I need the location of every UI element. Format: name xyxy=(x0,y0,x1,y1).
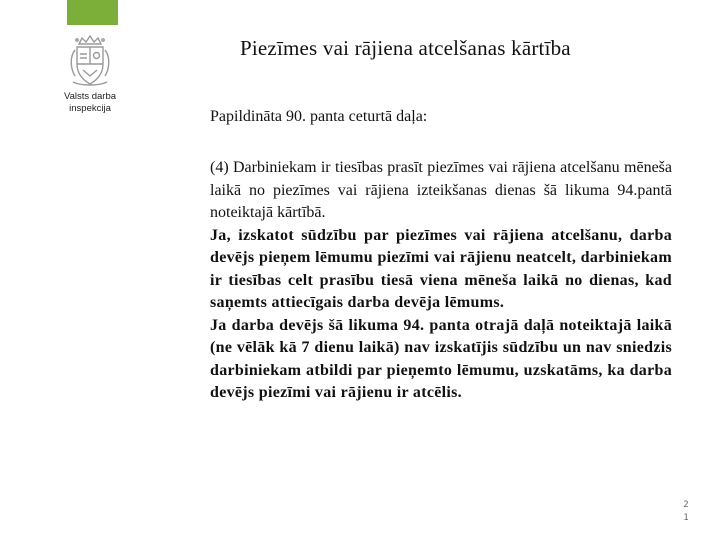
brand-color-bar xyxy=(67,0,118,25)
organization-logo xyxy=(52,34,128,124)
organization-name xyxy=(52,91,128,115)
page-number-digit-1: 2 xyxy=(683,500,689,510)
page-number xyxy=(681,499,691,525)
paragraph-no-response: Ja darba devējs šā likuma 94. panta otrajā daļā noteiktajā laikā (ne vēlāk kā 7 dienu laikā) nav izskatījis sūdzību un nav sniedzis darbiniekam atbildi par pieņemto lēmumu, uzskatāms, ka darba devējs piezīmi vai rājienu ir atcēlis. xyxy=(210,316,672,401)
slide-body xyxy=(210,157,672,405)
page-number-digit-2: 1 xyxy=(683,513,689,523)
organization-name-line2: inspekcija xyxy=(69,103,111,114)
organization-name-line1: Valsts darba xyxy=(63,91,117,102)
paragraph-article-text: (4) Darbiniekam ir tiesības prasīt piezīmes vai rājiena atcelšanu mēneša laikā no piezīmes vai rājiena izteikšanas dienas šā likuma 94.pantā noteiktajā kārtībā. xyxy=(210,159,672,221)
paragraph-complaint-rejected: Ja, izskatot sūdzību par piezīmes vai rājiena atcelšanu, darba devējs pieņem lēmumu piezīmi vai rājienu neatcelt, darbiniekam ir tiesības celt prasību tiesā viena mēneša laikā no dienas, kad saņemts attiecīgais darba devēja lēmums. xyxy=(210,226,672,311)
slide-subtitle: Papildināta 90. panta ceturtā daļa: xyxy=(210,108,428,125)
slide-title: Piezīmes vai rājiena atcelšanas kārtība xyxy=(240,36,571,60)
coat-of-arms-icon xyxy=(67,34,113,88)
